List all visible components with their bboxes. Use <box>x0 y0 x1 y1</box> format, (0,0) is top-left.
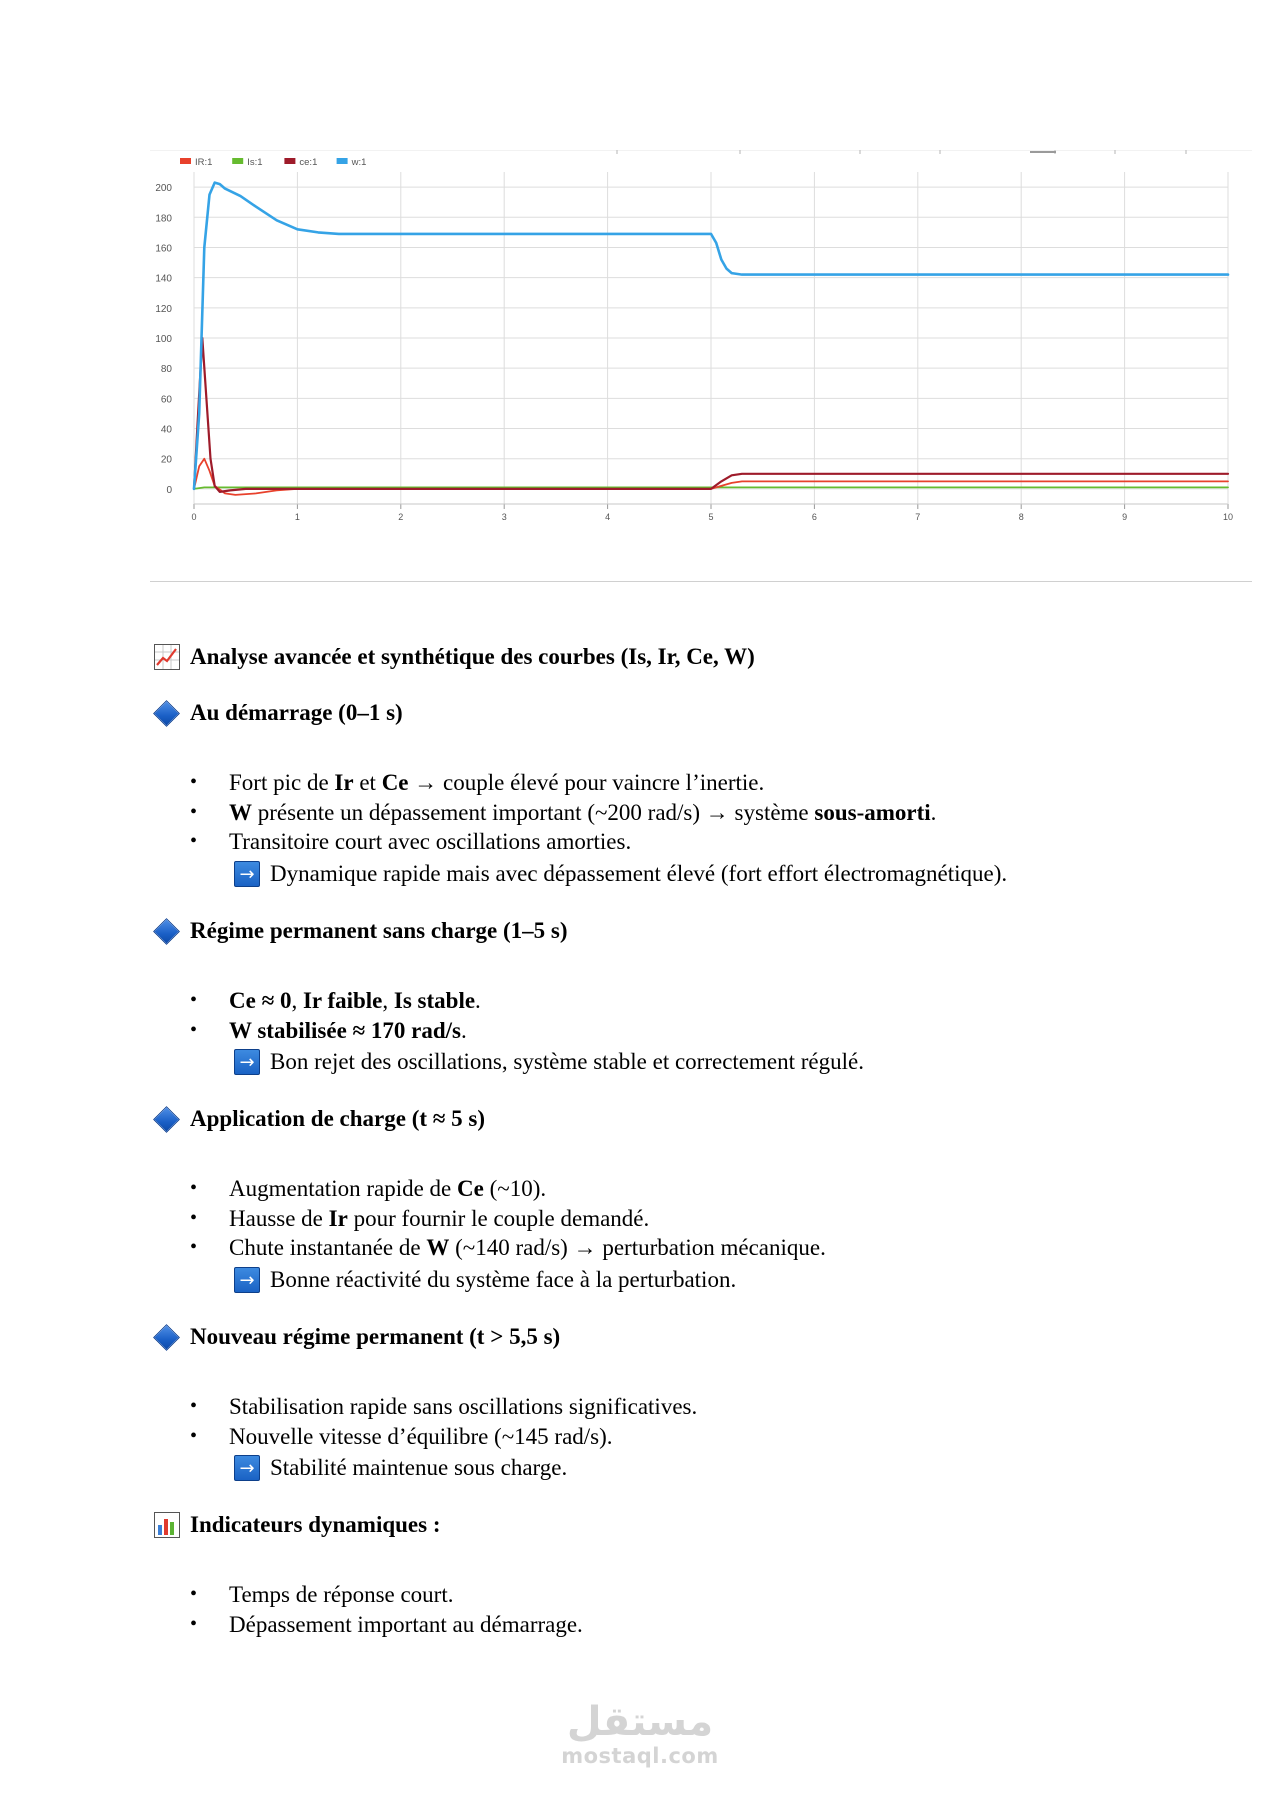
list-item <box>0 1016 481 1046</box>
x-tick-label: 1 <box>294 512 300 522</box>
right-arrow-icon: → <box>234 1267 260 1293</box>
right-arrow-icon: → <box>234 1455 260 1481</box>
bold-text: Ce ≈ 0 <box>229 988 292 1013</box>
list-item <box>0 1392 697 1422</box>
bullet-list-load-application <box>0 1174 826 1263</box>
conclusion-text: Dynamique rapide mais avec dépassement élevé (fort effort électromagnétique). <box>270 861 1008 886</box>
bold-text: Ir <box>334 770 354 795</box>
section-heading-text: Régime permanent sans charge (1–5 s) <box>190 918 568 943</box>
list-item <box>0 986 481 1016</box>
conclusion-text: Bon rejet des oscillations, système stable et correctement régulé. <box>270 1049 864 1074</box>
indicators-heading-text: Indicateurs dynamiques : <box>190 1512 441 1537</box>
text-run: et <box>353 770 382 795</box>
x-tick-label: 9 <box>1122 512 1128 522</box>
bold-text: W stabilisée ≈ 170 rad/s <box>229 1017 461 1043</box>
diamond-icon <box>154 1325 178 1349</box>
bullet-list-new-steady-state <box>0 1392 697 1451</box>
text-run: pour fournir le couple demandé. <box>347 1205 650 1231</box>
text-run: . <box>475 988 481 1013</box>
conclusion-text: Stabilité maintenue sous charge. <box>270 1455 568 1480</box>
y-tick-label: 60 <box>160 394 172 406</box>
y-tick-label: 20 <box>160 454 172 466</box>
toolbar-indicator <box>1030 151 1056 153</box>
bold-text: Ce <box>457 1176 484 1201</box>
text-run: , <box>291 988 303 1013</box>
chart-increasing-icon <box>154 644 180 670</box>
list-item <box>0 1610 583 1640</box>
analysis-title-text: Analyse avancée et synthétique des courbes (Is, Ir, Ce, W) <box>190 644 755 669</box>
text-run: . <box>930 799 937 825</box>
watermark-arabic: مستقل <box>566 1699 714 1745</box>
x-tick-label: 5 <box>708 512 714 522</box>
x-tick-label: 3 <box>501 512 507 522</box>
section-heading-new-steady-state <box>154 1324 560 1350</box>
x-tick-label: 10 <box>1222 512 1234 522</box>
text-run: Hausse de <box>229 1205 329 1231</box>
legend-label: ce:1 <box>299 157 318 168</box>
bold-text: W <box>229 799 252 825</box>
y-tick-label: 0 <box>166 484 172 496</box>
text-run: Transitoire court avec oscillations amorties. <box>229 829 632 854</box>
bold-text: Ce <box>381 770 409 795</box>
text-run: , <box>382 988 394 1013</box>
text-run: → couple élevé pour vaincre l’inertie. <box>408 770 765 795</box>
simulation-chart <box>150 150 1252 582</box>
text-run: (~10). <box>483 1176 547 1201</box>
legend-swatch <box>180 158 191 164</box>
conclusion-new-steady-state <box>234 1455 567 1481</box>
bold-text: Ir faible <box>302 988 383 1013</box>
section-heading-text: Nouveau régime permanent (t > 5,5 s) <box>190 1324 561 1349</box>
legend-swatch <box>232 158 243 164</box>
legend-label: IR:1 <box>195 157 213 168</box>
text-run: Temps de réponse court. <box>229 1582 454 1607</box>
bold-text: sous-amorti <box>814 799 931 825</box>
list-item <box>0 1233 826 1263</box>
section-heading-startup <box>154 700 403 726</box>
conclusion-load-application <box>234 1267 736 1293</box>
conclusion-startup <box>234 861 1007 887</box>
diamond-icon <box>154 919 178 943</box>
x-tick-label: 4 <box>605 512 611 522</box>
diamond-icon <box>154 1107 178 1131</box>
conclusion-text: Bonne réactivité du système face à la perturbation. <box>270 1267 737 1292</box>
analysis-title <box>154 644 755 670</box>
right-arrow-icon: → <box>234 1049 260 1075</box>
bold-text: W <box>426 1235 450 1260</box>
list-item <box>0 827 936 857</box>
bullet-list-startup <box>0 768 936 857</box>
y-tick-label: 140 <box>155 273 172 285</box>
text-run: Fort pic de <box>229 770 335 795</box>
section-heading-text: Au démarrage (0–1 s) <box>190 700 403 725</box>
bullet-list-indicators <box>0 1580 583 1639</box>
text-run: (~140 rad/s) → perturbation mécanique. <box>449 1235 826 1260</box>
y-tick-label: 80 <box>160 364 172 376</box>
list-item <box>0 1204 826 1234</box>
y-tick-label: 180 <box>155 213 172 225</box>
legend-label: Is:1 <box>247 157 263 168</box>
x-tick-label: 6 <box>811 512 817 522</box>
indicators-heading <box>154 1512 440 1538</box>
text-run: Dépassement important au démarrage. <box>229 1611 583 1637</box>
list-item <box>0 1580 583 1610</box>
y-tick-label: 120 <box>155 303 172 315</box>
text-run: Chute instantanée de <box>229 1235 427 1260</box>
section-heading-text: Application de charge (t ≈ 5 s) <box>190 1106 485 1131</box>
section-heading-load-application <box>154 1106 485 1132</box>
chart-background <box>150 150 1252 582</box>
section-heading-steady-no-load <box>154 918 568 944</box>
chart-top-border <box>150 150 1252 151</box>
list-item <box>0 1422 697 1452</box>
text-run: Augmentation rapide de <box>229 1176 458 1201</box>
list-item <box>0 1174 826 1204</box>
conclusion-steady-no-load <box>234 1049 864 1075</box>
bar-chart-icon <box>154 1512 180 1538</box>
right-arrow-icon: → <box>234 861 260 887</box>
bullet-list-steady-no-load <box>0 986 481 1045</box>
y-tick-label: 100 <box>155 334 172 345</box>
text-run: Nouvelle vitesse d’équilibre (~145 rad/s). <box>229 1423 613 1449</box>
x-tick-label: 7 <box>915 512 921 522</box>
x-tick-label: 8 <box>1018 512 1024 522</box>
list-item <box>0 798 936 828</box>
text-run: . <box>461 1017 467 1043</box>
diamond-icon <box>154 701 178 725</box>
text-run: présente un dépassement important (~200 rad/s) → système <box>252 799 815 825</box>
legend-label: w:1 <box>351 157 367 168</box>
list-item <box>0 768 936 798</box>
x-tick-label: 2 <box>398 512 404 522</box>
text-run: Stabilisation rapide sans oscillations significatives. <box>229 1394 698 1419</box>
watermark-latin: mostaql.com <box>561 1744 719 1768</box>
mostaql-watermark <box>540 1700 740 1768</box>
x-tick-label: 0 <box>191 512 197 522</box>
y-tick-label: 160 <box>155 243 172 255</box>
y-tick-label: 40 <box>160 424 172 436</box>
legend-swatch <box>284 158 295 164</box>
bold-text: Is stable <box>393 988 476 1013</box>
y-tick-label: 200 <box>155 183 172 195</box>
legend-swatch <box>337 158 348 164</box>
chart-svg <box>150 150 1252 582</box>
bold-text: Ir <box>328 1205 348 1231</box>
